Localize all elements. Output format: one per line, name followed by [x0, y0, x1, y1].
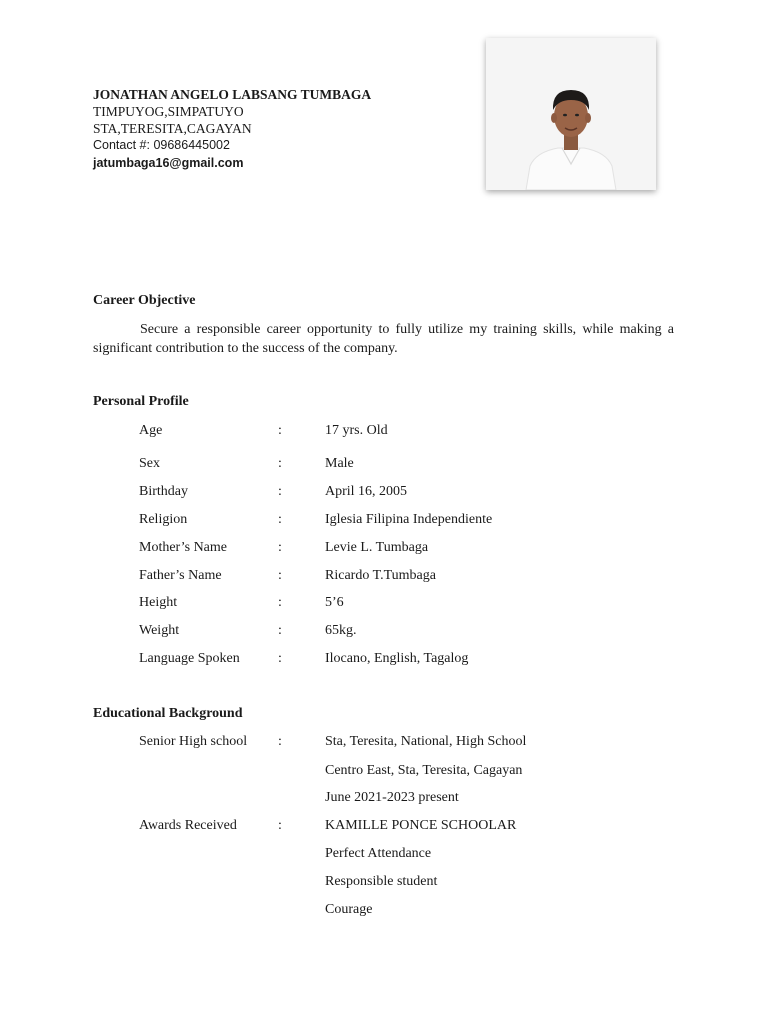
- profile-value: Ilocano, English, Tagalog: [325, 651, 469, 666]
- profile-separator: :: [278, 540, 282, 555]
- contact-number: Contact #: 09686445002: [93, 138, 230, 152]
- profile-separator: :: [278, 484, 282, 499]
- award-item: KAMILLE PONCE SCHOOLAR: [325, 818, 517, 833]
- email-address: jatumbaga16@gmail.com: [93, 156, 244, 170]
- profile-label: Age: [139, 423, 163, 438]
- profile-label: Height: [139, 595, 178, 610]
- profile-separator: :: [278, 623, 282, 638]
- profile-label: Religion: [139, 512, 188, 527]
- profile-label: Sex: [139, 456, 160, 471]
- award-item: Responsible student: [325, 874, 438, 889]
- profile-value: Iglesia Filipina Independiente: [325, 512, 493, 527]
- profile-value: 5’6: [325, 595, 344, 610]
- educational-background-heading: Educational Background: [93, 706, 243, 721]
- education-label: Senior High school: [139, 734, 248, 749]
- profile-separator: :: [278, 456, 282, 471]
- profile-separator: :: [278, 568, 282, 583]
- award-item: Courage: [325, 902, 373, 917]
- profile-value: Levie L. Tumbaga: [325, 540, 429, 555]
- education-detail-line: June 2021-2023 present: [325, 790, 459, 805]
- education-separator: :: [278, 818, 282, 833]
- profile-separator: :: [278, 651, 282, 666]
- applicant-name: JONATHAN ANGELO LABSANG TUMBAGA: [93, 87, 372, 102]
- address-line-2: STA,TERESITA,CAGAYAN: [93, 121, 252, 136]
- profile-value: 65kg.: [325, 623, 357, 638]
- profile-value: Ricardo T.Tumbaga: [325, 568, 436, 583]
- profile-separator: :: [278, 512, 282, 527]
- profile-label: Father’s Name: [139, 568, 222, 583]
- applicant-photo: [486, 38, 656, 190]
- education-label: Awards Received: [139, 818, 237, 833]
- education-separator: :: [278, 734, 282, 749]
- profile-label: Language Spoken: [139, 651, 240, 666]
- career-objective-text: Secure a responsible career opportunity to fully utilize my training skills, while making a significant contribution to the success of the company.: [93, 322, 674, 356]
- profile-label: Weight: [139, 623, 180, 638]
- address-line-1: TIMPUYOG,SIMPATUYO: [93, 104, 244, 119]
- personal-profile-heading: Personal Profile: [93, 394, 189, 409]
- profile-separator: :: [278, 595, 282, 610]
- education-value: Sta, Teresita, National, High School: [325, 734, 527, 749]
- award-item: Perfect Attendance: [325, 846, 432, 861]
- profile-value: 17 yrs. Old: [325, 423, 388, 438]
- education-detail-line: Centro East, Sta, Teresita, Cagayan: [325, 763, 523, 778]
- profile-value: April 16, 2005: [325, 484, 408, 499]
- profile-label: Mother’s Name: [139, 540, 227, 555]
- resume-header: [93, 86, 453, 172]
- profile-value: Male: [325, 456, 354, 471]
- profile-label: Birthday: [139, 484, 188, 499]
- profile-separator: :: [278, 423, 282, 438]
- career-objective-heading: Career Objective: [93, 293, 196, 308]
